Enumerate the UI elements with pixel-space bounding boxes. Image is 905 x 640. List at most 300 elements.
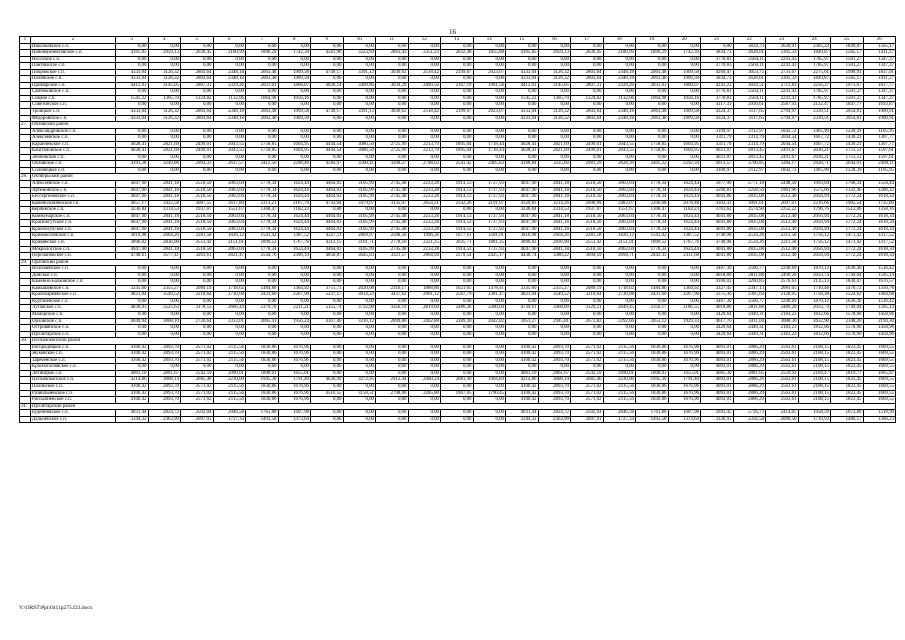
value-cell: 1823,45 — [831, 383, 864, 390]
value-cell: 0,00 — [246, 56, 279, 63]
value-cell: 2502,04 — [181, 410, 214, 417]
value-cell: 4214,86 — [116, 377, 149, 384]
value-cell: 1785,97 — [798, 95, 831, 102]
value-cell: 1578,90 — [831, 331, 864, 338]
value-cell: 4333,04 — [506, 69, 539, 76]
value-cell: 1837,01 — [863, 69, 896, 76]
value-cell: 1808,01 — [636, 370, 669, 377]
value-cell: 2821,47 — [213, 253, 246, 260]
value-cell: 1823,45 — [831, 397, 864, 404]
value-cell: 0,00 — [473, 357, 506, 364]
value-cell: 1347,37 — [863, 95, 896, 102]
value-cell: 1064,98 — [636, 95, 669, 102]
value-cell: 3210,64 — [181, 292, 214, 299]
value-cell: 2355,27 — [538, 285, 571, 292]
value-cell: 2063,48 — [636, 115, 669, 122]
value-cell: 0,00 — [571, 325, 604, 332]
value-cell: 1624,44 — [668, 187, 701, 194]
value-cell: 0,00 — [668, 298, 701, 305]
value-cell: 4739,61 — [506, 305, 539, 312]
value-cell: 0,00 — [571, 167, 604, 174]
value-cell: 3409,86 — [343, 82, 376, 89]
value-cell: 3344,32 — [506, 416, 539, 423]
value-cell: 2194,30 — [863, 318, 896, 325]
value-cell: 4630,99 — [311, 377, 344, 384]
value-cell: 0,00 — [506, 89, 539, 96]
value-cell: 2993,33 — [181, 161, 214, 168]
value-cell: 0,00 — [636, 266, 669, 273]
value-cell: 0,00 — [343, 115, 376, 122]
value-cell: 1064,98 — [246, 95, 279, 102]
value-cell: 0,00 — [311, 397, 344, 404]
value-cell: 0,00 — [473, 154, 506, 161]
value-cell: 2348,18 — [603, 115, 636, 122]
value-cell: 2491,67 — [766, 154, 799, 161]
page-number: 16 — [449, 28, 456, 36]
column-header: 11 — [376, 37, 409, 44]
value-cell: 0,00 — [376, 266, 409, 273]
value-cell: 2240,69 — [766, 266, 799, 273]
value-cell: 1387,52 — [668, 233, 701, 240]
column-header: 21 — [701, 37, 734, 44]
value-cell: 0,00 — [148, 56, 181, 63]
value-cell: 2893,70 — [148, 351, 181, 358]
value-cell: 1228,39 — [831, 167, 864, 174]
value-cell: 2841,18 — [148, 246, 181, 253]
value-cell: 4333,04 — [116, 109, 149, 116]
value-cell: 2821,69 — [148, 148, 181, 155]
value-cell: 2285,80 — [408, 390, 441, 397]
value-cell: 1791,40 — [668, 377, 701, 384]
value-cell: 0,00 — [278, 43, 311, 50]
value-cell: 2564,11 — [733, 95, 766, 102]
value-cell: 3549,52 — [538, 292, 571, 299]
value-cell: 1332,46 — [831, 187, 864, 194]
value-cell: 1669,55 — [863, 397, 896, 404]
value-cell: 4168,84 — [506, 161, 539, 168]
value-cell: 4100,42 — [116, 357, 149, 364]
value-cell: 2233,28 — [408, 194, 441, 201]
value-cell: 1767,76 — [278, 239, 311, 246]
value-cell: 2893,70 — [538, 383, 571, 390]
value-cell: 4021,07 — [701, 148, 734, 155]
value-cell: 3101,71 — [343, 239, 376, 246]
value-cell: 2644,01 — [831, 161, 864, 168]
value-cell: 2587,93 — [766, 102, 799, 109]
value-cell: 3770,83 — [701, 63, 734, 70]
value-cell: 3178,53 — [181, 305, 214, 312]
value-cell: 1778,34 — [636, 220, 669, 227]
value-cell: 0,00 — [213, 272, 246, 279]
value-cell: 0,00 — [473, 298, 506, 305]
value-cell: 1624,44 — [278, 226, 311, 233]
value-cell: 1554,44 — [863, 181, 896, 188]
value-cell: 0,00 — [636, 154, 669, 161]
region-number: 28. — [20, 174, 31, 181]
value-cell: 3105,99 — [343, 220, 376, 227]
value-cell: 0,00 — [278, 128, 311, 135]
value-cell: 1778,34 — [246, 226, 279, 233]
value-cell: 2314,53 — [148, 207, 181, 214]
value-cell: 4830,03 — [116, 305, 149, 312]
value-cell: 2115,56 — [213, 344, 246, 351]
value-cell: 2032,48 — [441, 50, 474, 57]
value-cell: 3335,60 — [506, 285, 539, 292]
value-cell: 3751,73 — [311, 285, 344, 292]
value-cell: 0,00 — [213, 266, 246, 273]
settlement-name-cell: Дальненское с.п. — [31, 416, 116, 423]
settlement-name-cell: Советинское с.п. — [31, 102, 116, 109]
value-cell: 1772,24 — [831, 246, 864, 253]
value-cell: 0,00 — [311, 89, 344, 96]
value-cell: 0,00 — [376, 89, 409, 96]
value-cell: 2672,82 — [571, 318, 604, 325]
value-cell: 4333,04 — [506, 115, 539, 122]
value-cell: 4333,04 — [506, 109, 539, 116]
value-cell: 4333,04 — [506, 76, 539, 83]
value-cell: 0,00 — [116, 102, 149, 109]
value-cell: 0,00 — [571, 364, 604, 371]
value-cell: 0,00 — [668, 311, 701, 318]
value-cell: 2803,64 — [571, 115, 604, 122]
value-cell: 3380,22 — [538, 253, 571, 260]
settlement-name-cell: Буденновское с.п. — [31, 410, 116, 417]
value-cell: 0,00 — [246, 135, 279, 142]
value-cell: 4100,42 — [506, 357, 539, 364]
value-cell: 0,00 — [441, 154, 474, 161]
value-cell: 2063,48 — [246, 115, 279, 122]
value-cell: 0,00 — [246, 325, 279, 332]
value-cell: 2056,94 — [798, 194, 831, 201]
value-cell: 2881,05 — [733, 370, 766, 377]
value-cell: 3577,41 — [148, 253, 181, 260]
value-cell: 0,00 — [441, 272, 474, 279]
value-cell: 0,00 — [441, 416, 474, 423]
value-cell: 2089,19 — [181, 285, 214, 292]
value-cell: 0,00 — [213, 128, 246, 135]
value-cell: 2893,70 — [538, 397, 571, 404]
value-cell: 0,00 — [668, 154, 701, 161]
value-cell: 4324,37 — [701, 109, 734, 116]
value-cell: 2730,08 — [603, 292, 636, 299]
value-cell: 0,00 — [668, 102, 701, 109]
value-cell: 2725,99 — [376, 141, 409, 148]
value-cell: 0,00 — [408, 76, 441, 83]
value-cell: 1756,12 — [798, 233, 831, 240]
value-cell: 0,00 — [571, 154, 604, 161]
value-cell: 1578,90 — [831, 325, 864, 332]
value-cell: 1551,67 — [213, 207, 246, 214]
value-cell: 3210,64 — [571, 292, 604, 299]
column-header: 3 — [116, 37, 149, 44]
value-cell: 2489,20 — [766, 305, 799, 312]
value-cell: 0,00 — [441, 383, 474, 390]
value-cell: 2508,56 — [376, 233, 409, 240]
value-cell: 2730,08 — [213, 292, 246, 299]
value-cell: 0,00 — [473, 311, 506, 318]
value-cell: 0,00 — [246, 43, 279, 50]
value-cell: 1830,86 — [636, 383, 669, 390]
value-cell: 0,00 — [473, 102, 506, 109]
value-cell: 0,00 — [473, 397, 506, 404]
value-cell: 1749,04 — [831, 272, 864, 279]
value-cell: 3429,64 — [701, 311, 734, 318]
value-cell: 0,00 — [246, 89, 279, 96]
value-cell: 0,00 — [473, 325, 506, 332]
value-cell: 0,00 — [311, 115, 344, 122]
value-cell: 1595,14 — [863, 272, 896, 279]
value-cell: 1458,96 — [863, 331, 896, 338]
value-cell: 2567,79 — [441, 292, 474, 299]
value-cell: 1996,36 — [408, 233, 441, 240]
value-cell: 3210,12 — [343, 318, 376, 325]
value-cell: 1785,97 — [798, 56, 831, 63]
value-cell: 0,00 — [408, 102, 441, 109]
region-number: 30. — [20, 338, 31, 345]
value-cell: 1830,86 — [246, 383, 279, 390]
value-cell: 0,00 — [506, 364, 539, 371]
value-cell: 0,00 — [603, 135, 636, 142]
value-cell: 2063,04 — [213, 181, 246, 188]
value-cell: 1597,61 — [863, 154, 896, 161]
value-cell: 2063,04 — [603, 181, 636, 188]
value-cell: 2135,13 — [798, 279, 831, 286]
value-cell: 1624,44 — [278, 220, 311, 227]
value-cell: 2363,99 — [538, 416, 571, 423]
value-cell: 0,00 — [441, 63, 474, 70]
value-cell: 0,00 — [278, 331, 311, 338]
value-cell: 2886,29 — [733, 397, 766, 404]
value-cell: 2803,64 — [181, 69, 214, 76]
value-cell: 0,00 — [636, 56, 669, 63]
value-cell: 0,00 — [603, 43, 636, 50]
value-cell: 1565,17 — [863, 43, 896, 50]
value-cell: 1624,44 — [278, 187, 311, 194]
value-cell: 0,00 — [343, 154, 376, 161]
value-cell: 0,00 — [343, 135, 376, 142]
value-cell: 2395,03 — [733, 292, 766, 299]
value-cell: 0,00 — [603, 266, 636, 273]
value-cell: 0,00 — [246, 266, 279, 273]
value-cell: 0,00 — [376, 56, 409, 63]
settlement-name-cell: Летницкое с.п. — [31, 370, 116, 377]
value-cell: 2240,69 — [766, 298, 799, 305]
value-cell: 0,00 — [441, 95, 474, 102]
value-cell: 1737,93 — [473, 213, 506, 220]
value-cell: 1597,61 — [863, 148, 896, 155]
value-cell: 2104,47 — [798, 370, 831, 377]
value-cell: 1676,96 — [668, 351, 701, 358]
value-cell: 2745,48 — [376, 246, 409, 253]
value-cell: 0,00 — [376, 102, 409, 109]
value-cell: 1545,22 — [506, 95, 539, 102]
value-cell: 2211,21 — [278, 305, 311, 312]
value-cell: 1791,40 — [278, 377, 311, 384]
value-cell: 0,00 — [506, 272, 539, 279]
value-cell: 2311,68 — [668, 253, 701, 260]
value-cell: 2063,04 — [603, 213, 636, 220]
value-cell: 1224,82 — [571, 95, 604, 102]
value-cell: 1655,01 — [278, 370, 311, 377]
value-cell: 2151,01 — [213, 239, 246, 246]
settlement-name-cell: Александровское с.п. — [31, 128, 116, 135]
value-cell: 2807,31 — [571, 82, 604, 89]
value-cell: 4047,90 — [116, 220, 149, 227]
value-cell: 0,00 — [506, 43, 539, 50]
region-name: Орловский район — [31, 259, 896, 266]
value-cell: 0,00 — [148, 128, 181, 135]
value-cell: 0,00 — [441, 135, 474, 142]
value-cell: 1676,96 — [668, 383, 701, 390]
value-cell: 1855,88 — [473, 50, 506, 57]
value-cell: 2841,18 — [148, 194, 181, 201]
settlement-name-cell: Персиановское с.п. — [31, 253, 116, 260]
value-cell: 0,00 — [343, 351, 376, 358]
value-cell: 4165,85 — [116, 50, 149, 57]
value-cell: 3272,95 — [343, 377, 376, 384]
value-cell: 0,00 — [636, 89, 669, 96]
value-cell: 2841,18 — [538, 194, 571, 201]
value-cell: 3422,58 — [148, 200, 181, 207]
value-cell: 0,00 — [668, 128, 701, 135]
value-cell: 2803,64 — [571, 76, 604, 83]
value-cell: 2167,76 — [278, 200, 311, 207]
value-cell: 0,00 — [506, 102, 539, 109]
value-cell: 0,00 — [376, 95, 409, 102]
value-cell: 4444,54 — [311, 148, 344, 155]
value-cell: 3105,99 — [343, 194, 376, 201]
value-cell: 2551,42 — [571, 239, 604, 246]
value-cell: 0,00 — [311, 63, 344, 70]
value-cell: 3834,73 — [733, 43, 766, 50]
value-cell: 0,00 — [116, 135, 149, 142]
value-cell: 4333,04 — [116, 69, 149, 76]
value-cell: 2518,50 — [181, 181, 214, 188]
column-header: 2 — [31, 37, 116, 44]
settlement-name-cell: Солонецкое с.п. — [31, 167, 116, 174]
value-cell: 0,00 — [181, 128, 214, 135]
value-cell: 4260,47 — [701, 69, 734, 76]
value-cell: 1056,16 — [668, 95, 701, 102]
value-cell: 0,00 — [148, 63, 181, 70]
value-cell: 2861,67 — [538, 370, 571, 377]
value-cell: 2563,61 — [766, 351, 799, 358]
value-cell: 1767,76 — [668, 239, 701, 246]
value-cell: 3321,57 — [376, 253, 409, 260]
value-cell: 0,00 — [408, 207, 441, 214]
value-cell: 2339,51 — [798, 115, 831, 122]
value-cell: 2256,37 — [798, 82, 831, 89]
value-cell: 2736,73 — [733, 410, 766, 417]
value-cell: 1676,96 — [278, 383, 311, 390]
value-cell: 2863,43 — [376, 50, 409, 57]
value-cell: 2824,72 — [148, 410, 181, 417]
value-cell: 2571,02 — [181, 351, 214, 358]
value-cell: 0,00 — [408, 63, 441, 70]
value-cell: 2841,18 — [148, 187, 181, 194]
column-header: 1 — [20, 37, 31, 44]
value-cell: 0,00 — [116, 154, 149, 161]
value-cell: 0,00 — [181, 89, 214, 96]
value-cell: 0,00 — [311, 298, 344, 305]
value-cell: 1317,52 — [863, 233, 896, 240]
value-cell: 2571,02 — [571, 351, 604, 358]
value-cell: 0,00 — [181, 56, 214, 63]
value-cell: 1565,17 — [831, 76, 864, 83]
value-cell: 1785,97 — [798, 63, 831, 70]
value-cell: 1870,12 — [798, 298, 831, 305]
value-cell: 1618,34 — [863, 246, 896, 253]
value-cell: 0,00 — [506, 63, 539, 70]
value-cell: 1830,86 — [246, 344, 279, 351]
value-cell: 0,00 — [181, 167, 214, 174]
settlement-name-cell: Майорское с.п. — [31, 311, 116, 318]
value-cell: 0,00 — [408, 56, 441, 63]
value-cell: 2115,56 — [213, 383, 246, 390]
settlement-name-cell: Обливское с.п. — [31, 161, 116, 168]
value-cell: 1737,93 — [473, 181, 506, 188]
value-cell: 0,00 — [311, 272, 344, 279]
value-cell: 2628,01 — [766, 43, 799, 50]
value-cell: 2443,35 — [636, 253, 669, 260]
value-cell: 2518,50 — [571, 246, 604, 253]
value-cell: 2063,04 — [213, 220, 246, 227]
value-cell: 1347,37 — [863, 89, 896, 96]
value-cell: 1519,99 — [863, 410, 896, 417]
value-cell: 1868,07 — [668, 82, 701, 89]
value-cell: 1826,12 — [603, 233, 636, 240]
value-cell: 1772,24 — [831, 253, 864, 260]
value-cell: 2811,88 — [733, 305, 766, 312]
value-cell: 0,00 — [148, 298, 181, 305]
value-cell: 0,00 — [343, 207, 376, 214]
value-cell: 0,00 — [311, 311, 344, 318]
value-cell: 0,00 — [311, 43, 344, 50]
value-cell: 0,00 — [311, 167, 344, 174]
value-cell: 1958,59 — [798, 410, 831, 417]
value-cell: 1669,55 — [863, 390, 896, 397]
value-cell: 2628,01 — [733, 76, 766, 83]
value-cell: 2044,54 — [766, 135, 799, 142]
value-cell: 1737,93 — [473, 246, 506, 253]
value-cell: 3214,26 — [538, 200, 571, 207]
value-cell: 1929,33 — [668, 318, 701, 325]
value-cell: 1541,42 — [636, 233, 669, 240]
region-number: 27. — [20, 122, 31, 129]
value-cell: 0,00 — [473, 279, 506, 286]
value-cell: 2899,80 — [376, 318, 409, 325]
value-cell: 3158,51 — [343, 390, 376, 397]
value-cell: 3500,41 — [343, 161, 376, 168]
value-cell: 1618,34 — [863, 220, 896, 227]
value-cell: 3117,65 — [733, 115, 766, 122]
value-cell: 2305,33 — [766, 50, 799, 57]
value-cell: 1604,95 — [668, 148, 701, 155]
settlement-name-cell: Полянское с.п. — [31, 76, 116, 83]
value-cell: 3335,60 — [116, 285, 149, 292]
settlement-name-cell: Островянское с.п. — [31, 325, 116, 332]
value-cell: 1308,47 — [246, 207, 279, 214]
value-cell: 3336,91 — [701, 416, 734, 423]
value-cell: 2431,60 — [246, 292, 279, 299]
value-cell: 0,00 — [408, 416, 441, 423]
value-cell: 1817,77 — [863, 82, 896, 89]
settlement-name-cell: Красноармейское с.п. — [31, 292, 116, 299]
value-cell: 2292,66 — [603, 318, 636, 325]
value-cell: 1819,77 — [831, 370, 864, 377]
value-cell: 1823,45 — [831, 377, 864, 384]
column-header: 9 — [311, 37, 344, 44]
